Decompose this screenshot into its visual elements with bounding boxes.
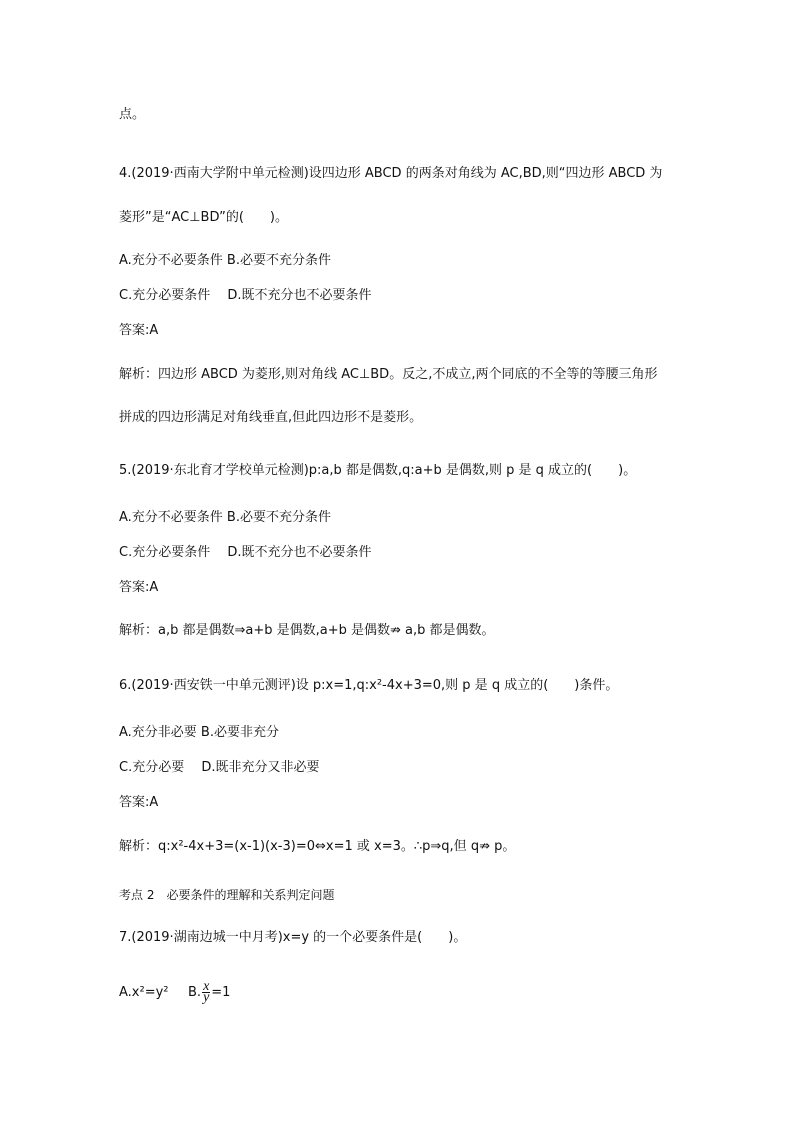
q7-option-a: A.x²=y² (119, 985, 169, 1000)
q5-analysis: 解析：a,b 都是偶数⇒a+b 是偶数,a+b 是偶数⇏ a,b 都是偶数。 (119, 623, 495, 638)
q5-answer: 答案:A (119, 580, 159, 595)
q7-option-b-numerator: x (203, 979, 210, 994)
q6-options-line1: A.充分非必要 B.必要非充分 (119, 725, 279, 740)
q4-stem-line1: 4.(2019·西南大学附中单元检测)设四边形 ABCD 的两条对角线为 AC,BD,则“四边形 ABCD 为 (119, 166, 663, 181)
q6-analysis: 解析：q:x²-4x+3=(x-1)(x-3)=0⇔x=1 或 x=3。∴p⇒q,但 q⇏ p。 (119, 839, 516, 854)
q5-options-line2: C.充分必要条件 D.既不充分也不必要条件 (119, 545, 372, 560)
q6-stem: 6.(2019·西安铁一中单元测评)设 p:x=1,q:x²-4x+3=0,则 p 是 q 成立的( )条件。 (119, 678, 619, 693)
q7-options (119, 979, 231, 1005)
q7-stem: 7.(2019·湖南边城一中月考)x=y 的一个必要条件是( )。 (119, 930, 467, 945)
q7-option-b-suffix: =1 (211, 985, 231, 1000)
top-fragment: 点。 (119, 107, 146, 122)
q7-option-b-fraction (202, 979, 210, 1005)
q6-options-line2: C.充分必要 D.既非充分又非必要 (119, 760, 320, 775)
q4-options-line1: A.充分不必要条件 B.必要不充分条件 (119, 253, 331, 268)
q7-option-b-prefix: B. (188, 985, 202, 1000)
section-title: 考点 2 必要条件的理解和关系判定问题 (119, 888, 335, 902)
q6-answer: 答案:A (119, 795, 159, 810)
q4-options-line2: C.充分必要条件 D.既不充分也不必要条件 (119, 288, 372, 303)
q5-stem: 5.(2019·东北育才学校单元检测)p:a,b 都是偶数,q:a+b 是偶数,则 p 是 q 成立的( )。 (119, 463, 637, 478)
q4-stem-line2: 菱形”是“AC⊥BD”的( )。 (119, 210, 288, 225)
q5-options-line1: A.充分不必要条件 B.必要不充分条件 (119, 510, 331, 525)
q4-analysis-line1: 解析：四边形 ABCD 为菱形,则对角线 AC⊥BD。反之,不成立,两个同底的不全等的等腰三角形 (119, 367, 658, 382)
q7-option-b-denominator: y (203, 990, 210, 1005)
q4-answer: 答案:A (119, 323, 159, 338)
q4-analysis-line2: 拼成的四边形满足对角线垂直,但此四边形不是菱形。 (119, 410, 423, 425)
